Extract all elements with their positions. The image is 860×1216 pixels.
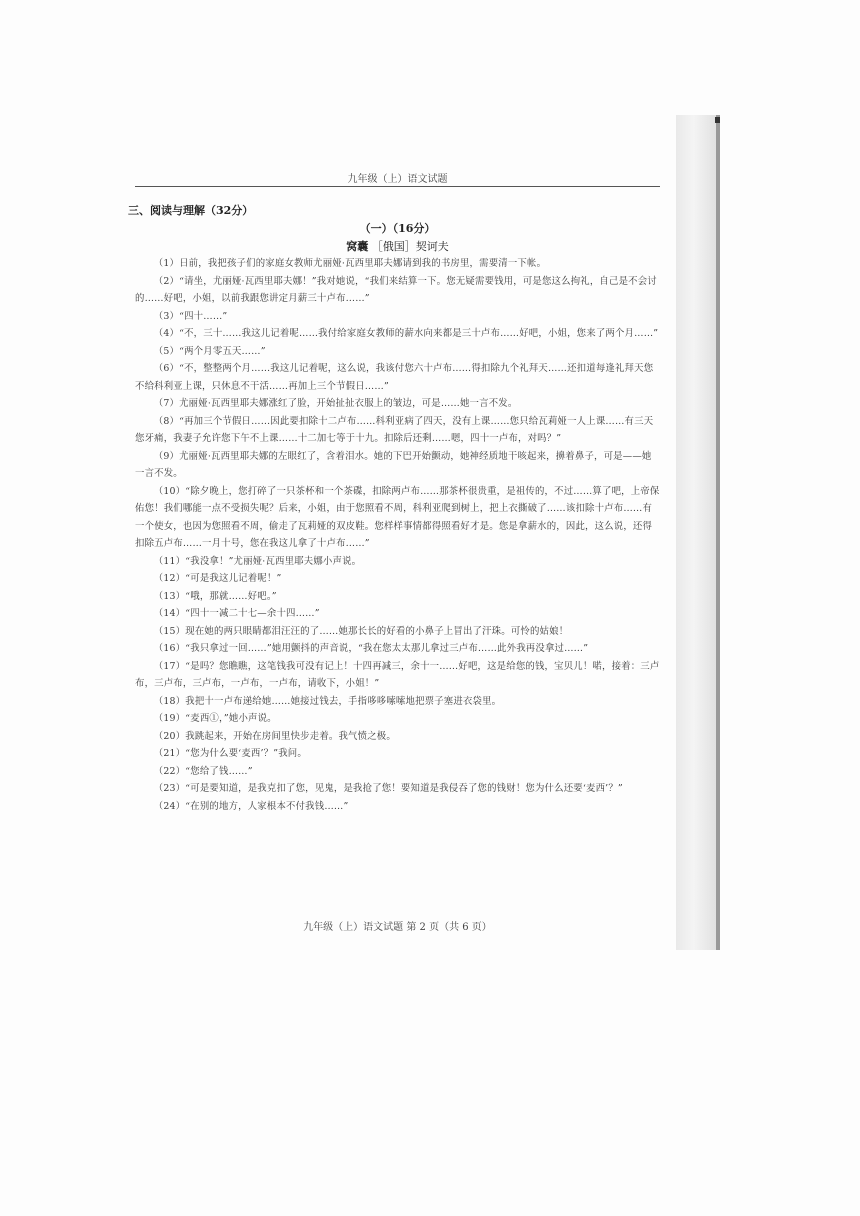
paragraph-13: （13）“哦，那就……好吧。” (153, 590, 277, 602)
paragraph-6: （6）“不，整整两个月……我这儿记着呢，这么说，我该付您六十卢布……得扣除九个礼拜天……还扣道每逢礼拜天您不给科利亚上课，只休息不干活……再加上三个节假日……” (135, 363, 654, 392)
paragraph-4: （4）“不，三十……我这儿记着呢……我付给家庭女教师的薪水向来都是三十卢布……好吧，小姐，您来了两个月……” (153, 328, 659, 339)
paragraph-7: （7）尤丽娅·瓦西里耶夫娜涨红了脸，开始扯扯衣服上的皱边，可是……她一言不发。 (153, 398, 518, 409)
paragraph-11: （11）“我没拿！”尤丽娅·瓦西里耶夫娜小声说。 (153, 555, 362, 567)
page-header: 九年级（上）语文试题 (347, 174, 448, 185)
paragraph-2: （2）“请坐，尤丽娅·瓦西里耶夫娜！”我对她说，“我们来结算一下。您无疑需要钱用，可是您这么拘礼，自己是不会讨的……好吧，小姐，以前我跟您讲定月薪三十卢布……” (135, 275, 657, 304)
section-title: 三、阅读与理解（32分） (128, 204, 254, 217)
paragraph-17: （17）“是吗？您瞧瞧，这笔钱我可没有记上！十四再减三，余十一……好吧，这是给您的钱，宝贝儿！喏，接着：三卢布，三卢布，三卢布，一卢布，一卢布，请收下，小姐！” (135, 660, 660, 689)
paragraph-14: （14）“四十一减二十七—余十四……” (153, 608, 320, 619)
paragraph-24: （24）“在别的地方，人家根本不付我钱……” (153, 800, 349, 812)
part-title: （一）（16分） (359, 222, 436, 235)
page-edge-shadow (676, 115, 720, 950)
paragraph-9: （9）尤丽娅·瓦西里耶夫娜的左眼红了，含着泪水。她的下巴开始颤动，她神经质地干咳起来，擤着鼻子，可是——她一言不发。 (135, 450, 652, 479)
paragraph-15: （15）现在她的两只眼睛都泪汪汪的了……她那长长的好看的小鼻子上冒出了汗珠。可怜的姑娘！ (153, 625, 569, 637)
paragraph-22: （22）“您给了钱……” (153, 765, 253, 777)
paragraph-1: （1）日前，我把孩子们的家庭女教师尤丽娅·瓦西里耶夫娜请到我的书房里，需要清一下帐。 (153, 258, 547, 269)
page-edge-mark (715, 117, 720, 123)
paragraph-18: （18）我把十一卢布递给她……她接过钱去，手指哆哆嗦嗦地把票子塞进衣袋里。 (153, 695, 502, 707)
reading-passage (135, 255, 660, 815)
paragraph-5: （5）“两个月零五天……” (153, 345, 266, 357)
paragraph-19: （19）“麦西①，”她小声说。 (153, 713, 277, 724)
page-edge-border (716, 115, 720, 950)
paragraph-8: （8）“再加三个节假日……因此要扣除十二卢布……科利亚病了四天，没有上课……您只给瓦莉娅一人上课……有三天您牙痛，我妻子允许您下午不上课……十二加七等于十九。扣除后还剩……嗯，四十一卢布，对吗？” (135, 415, 654, 444)
paragraph-20: （20）我跳起来，开始在房间里快步走着。我气愤之极。 (153, 730, 396, 742)
paragraph-12: （12）“可是我这儿记着呢！” (153, 573, 282, 584)
paragraph-3: （3）“四十……” (153, 310, 228, 322)
paragraph-10: （10）“除夕晚上，您打碎了一只茶杯和一个茶碟，扣除两卢布……那茶杯很贵重，是祖传的，不过……算了吧，上帝保佑您！我们哪能一点不受损失呢？后来，小姐，由于您照看不周，科利亚爬到树上，把上衣撕破了……该扣除十卢布……有一个使女，也因为您照看不周，偷走了瓦莉娅的双皮鞋。您样样事情都得照看好才是。您是拿薪水的，因此，这么说，还得扣除五卢布……一月十号，您在我这儿拿了十卢布……” (135, 485, 660, 549)
paragraph-23: （23）“可是要知道，是我克扣了您，见鬼，是我抢了您！要知道是我侵吞了您的钱财！您为什么还要‘麦西’？” (153, 783, 623, 794)
article-title (135, 238, 660, 254)
article-author: ［俄国］契诃夫 (371, 240, 449, 253)
page-footer: 九年级（上）语文试题 第 2 页（共 6 页） (303, 922, 492, 933)
paragraph-16: （16）“我只拿过一回……”她用颤抖的声音说，“我在您太太那儿拿过三卢布……此外我再没拿过……” (153, 643, 589, 654)
article-title-text: 窝囊 (346, 240, 369, 253)
header-rule (135, 186, 660, 187)
paragraph-21: （21）“您为什么要‘麦西’？”我问。 (153, 748, 307, 759)
